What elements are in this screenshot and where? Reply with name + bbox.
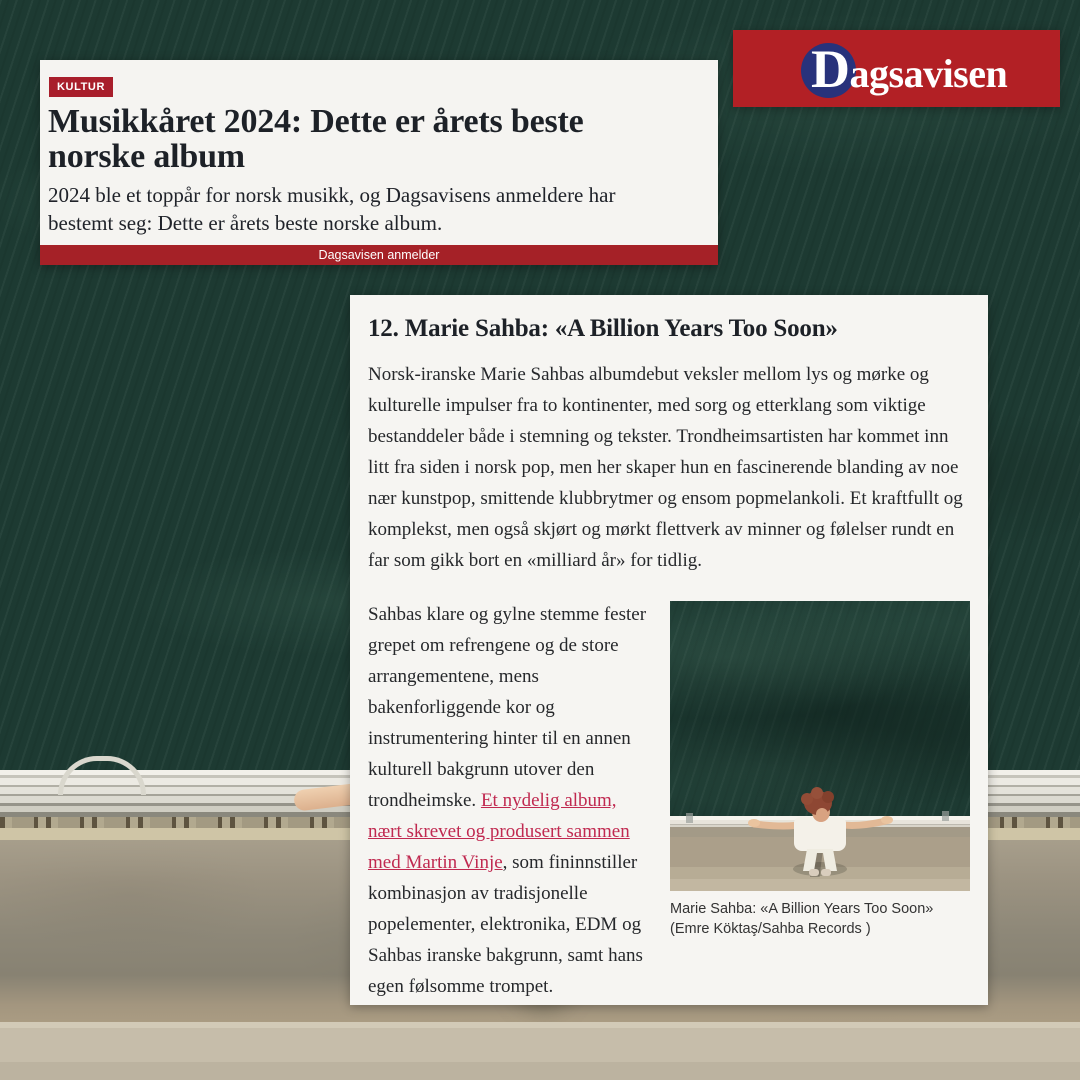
- paragraph2-lead-text: Sahbas klare og gylne stemme fester grepet om refrengene og de store arrangementene, mens bakenforliggende kor og instrumentering hinter til en annen kulturell bakgrunn utover den trondheimske.: [368, 604, 647, 811]
- promenade-step: [0, 1022, 1080, 1080]
- paragraph2-tail-text: , som fininnstiller kombinasjon av tradisjonelle popelementer, elektronika, EDM og Sahbas iranske bakgrunn, samt hans egen følsomme trompet.: [368, 852, 643, 997]
- marie-sahba-figure: [670, 601, 970, 891]
- teaser-ribbon[interactable]: Dagsavisen anmelder: [40, 245, 718, 265]
- article-paragraph-2-section: [368, 599, 970, 1002]
- article-paragraph-1: Norsk-iranske Marie Sahbas albumdebut veksler mellom lys og mørke og kulturelle impulser fra to kontinenter, med sorg og etterklang som viktige bestanddeler både i stemning og tekster. Trondheimsartisten har kommet inn litt fra siden i norsk pop, men her skaper hun en fascinerende blanding av noe nær kunstpop, smittende klubbrytmer og ensom popmelankoli. Et kraftfullt og komplekst, men også skjørt og mørkt flettverk av minner og følelser rundt en far som gikk bort en «milliard år» for tidlig.: [368, 364, 963, 571]
- teaser-headline[interactable]: Musikkåret 2024: Dette er årets beste norske album: [48, 103, 584, 176]
- album-review-link[interactable]: Et nydelig album, nært skrevet og produsert sammen med Martin Vinje: [368, 790, 630, 873]
- teaser-card: [40, 60, 718, 265]
- article-card: [350, 295, 988, 1005]
- masthead-logo[interactable]: [733, 30, 1060, 107]
- article-photo: [670, 601, 970, 891]
- category-badge[interactable]: KULTUR: [49, 77, 113, 97]
- teaser-standfirst: 2024 ble et toppår for norsk musikk, og Dagsavisens anmeldere har bestemt seg: Dette er årets beste norske album.: [48, 183, 616, 235]
- article-figure: [670, 601, 970, 939]
- dagsavisen-wordmark: Dagsavisen: [811, 39, 1008, 99]
- article-title: 12. Marie Sahba: «A Billion Years Too Soon»: [368, 315, 838, 342]
- photo-caption: Marie Sahba: «A Billion Years Too Soon» (Emre Köktaş/Sahba Records ): [670, 901, 934, 937]
